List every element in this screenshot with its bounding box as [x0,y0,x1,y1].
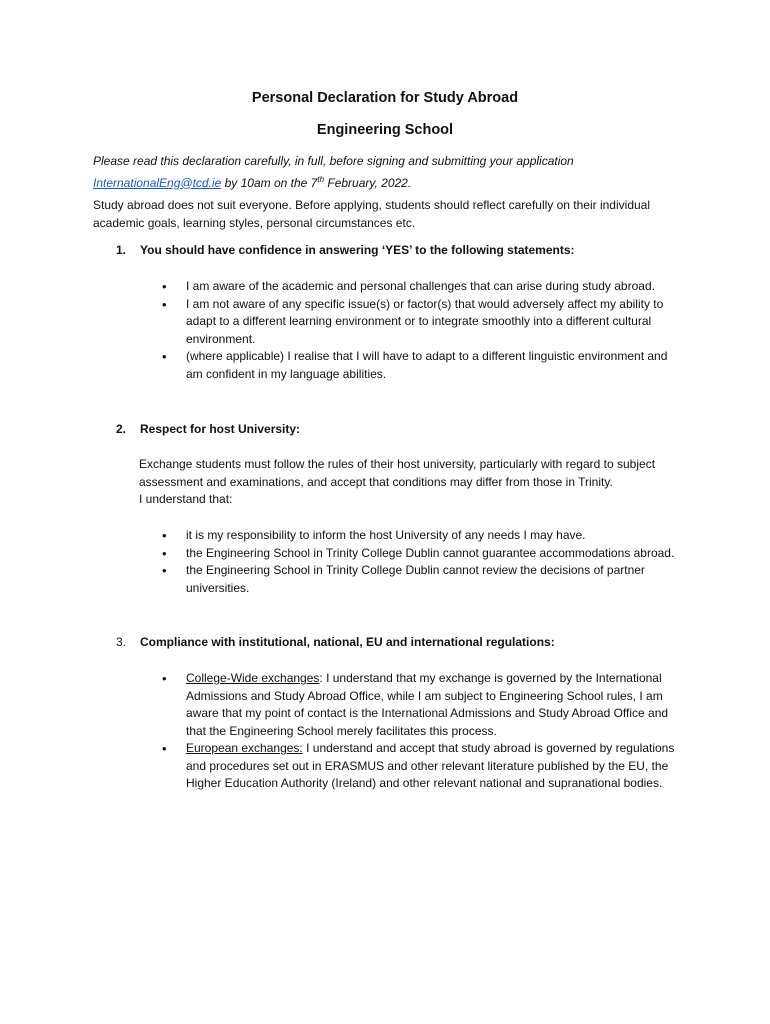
section-1-heading [116,242,575,260]
section-3-number: 3. [116,635,127,649]
section-3-heading [116,634,555,652]
section-2-number: 2. [116,422,127,436]
list-item: • the Engineering School in Trinity College Dublin cannot guarantee accommodations abroad. [160,545,680,563]
list-item [160,670,680,740]
section-3-list [160,670,680,793]
college-wide-sep: : [319,671,323,685]
intro-text-before: Please read this declaration carefully, in full, before signing and submitting your application [93,154,574,168]
european-text: I understand and accept that study abroad is governed by regulations and procedures set out in ERASMUS and other relevant literature published by the EU, the Higher Education Authority (Ireland) and other relevant national and supranational bodies. [186,741,675,790]
document-title: Personal Declaration for Study Abroad [251,90,519,106]
college-wide-text: I understand that my exchange is governed by the International Admissions and Study Abroad Office, while I am subject to Engineering School rules, I am aware that my point of contact is the International Admissions and Study Abroad Office and that the Engineering School merely facilitates this process. [186,671,669,738]
list-item: • (where applicable) I realise that I will have to adapt to a different linguistic environment and am confident in my language abilities. [160,348,680,383]
section-3-title: Compliance with institutional, national, EU and international regulations: [140,635,555,649]
section-1-list [160,278,680,383]
list-item [160,740,680,793]
section-2-heading [116,421,300,439]
list-item: • it is my responsibility to inform the host University of any needs I may have. [160,527,680,545]
list-item: • I am aware of the academic and personal challenges that can arise during study abroad. [160,278,680,296]
european-label: European exchanges: [186,741,303,755]
section-2-paragraph: Exchange students must follow the rules of their host university, particularly with regard to subject assessment and examinations, and accept that conditions may differ from those in Trinity. [139,457,656,489]
section-2-lead: I understand that: [139,492,233,506]
intro-instructions [93,153,693,192]
college-wide-label: College-Wide exchanges [186,671,320,685]
email-link[interactable]: InternationalEng@tcd.ie [93,175,222,190]
intro-paragraph: Study abroad does not suit everyone. Before applying, students should reflect carefully on their individual academic goals, learning styles, personal circumstances etc. [93,198,651,230]
document-subtitle: Engineering School [316,122,454,138]
intro-deadline: by 10am on the 7 [224,175,318,190]
list-item: • the Engineering School in Trinity College Dublin cannot review the decisions of partner universities. [160,562,680,597]
section-2-title: Respect for host University: [140,422,301,436]
list-item: • I am not aware of any specific issue(s) or factor(s) that would adversely affect my ability to adapt to a different learning environment or to integrate smoothly into a different cultural environment. [160,296,680,349]
section-2-list [160,527,680,597]
section-2-body [139,456,674,509]
intro-deadline-date: February, 2022. [327,175,412,190]
intro-superscript: th [317,174,325,184]
section-1-number: 1. [116,243,127,257]
section-1-title: You should have confidence in answering ‘YES’ to the following statements: [140,243,575,257]
